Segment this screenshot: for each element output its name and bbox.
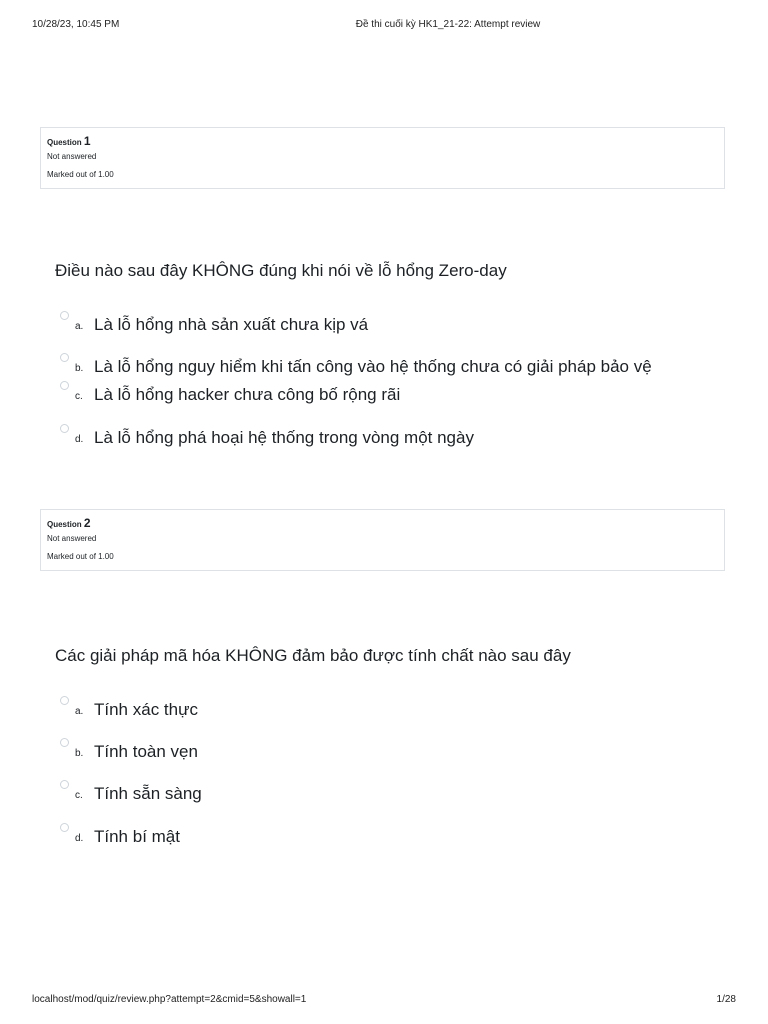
question-number-value: 1 xyxy=(83,134,91,148)
answer-letter: c. xyxy=(75,391,83,402)
radio-button[interactable] xyxy=(60,381,69,390)
question-2-info xyxy=(40,509,725,571)
answer-letter: a. xyxy=(75,706,84,717)
answer-text: Tính sẵn sàng xyxy=(94,784,202,803)
radio-button[interactable] xyxy=(60,696,69,705)
radio-button[interactable] xyxy=(60,311,69,320)
radio-button[interactable] xyxy=(60,424,69,433)
question-1-info xyxy=(40,127,725,189)
print-header xyxy=(0,19,768,31)
question-number xyxy=(47,517,718,531)
question-state: Not answered xyxy=(47,152,97,161)
answer-text: Tính toàn vẹn xyxy=(94,742,198,761)
question-grade: Marked out of 1.00 xyxy=(47,170,114,179)
answer-letter: d. xyxy=(75,434,84,445)
answer-text: Tính xác thực xyxy=(94,700,198,719)
answer-text: Là lỗ hổng nguy hiểm khi tấn công vào hệ thống chưa có giải pháp bảo vệ xyxy=(94,357,652,376)
document-title: Đề thi cuối kỳ HK1_21-22: Attempt review xyxy=(355,19,541,30)
question-number xyxy=(47,135,718,149)
question-grade: Marked out of 1.00 xyxy=(47,552,114,561)
answer-letter: b. xyxy=(75,363,84,374)
question-state: Not answered xyxy=(47,534,97,543)
question-1-text: Điều nào sau đây KHÔNG đúng khi nói về lỗ hổng Zero-day xyxy=(55,261,507,280)
answer-letter: b. xyxy=(75,748,84,759)
page-url: localhost/mod/quiz/review.php?attempt=2&cmid=5&showall=1 xyxy=(32,994,307,1005)
answer-letter: c. xyxy=(75,790,83,801)
page-number: 1/28 xyxy=(716,994,736,1005)
question-label: Question xyxy=(47,138,82,147)
answer-text: Là lỗ hổng nhà sản xuất chưa kịp vá xyxy=(94,315,369,334)
radio-button[interactable] xyxy=(60,823,69,832)
radio-button[interactable] xyxy=(60,780,69,789)
answer-text: Tính bí mật xyxy=(94,827,180,846)
answer-text: Là lỗ hổng hacker chưa công bố rộng rãi xyxy=(94,385,401,404)
answer-letter: d. xyxy=(75,833,84,844)
answer-text: Là lỗ hổng phá hoại hệ thống trong vòng một ngày xyxy=(94,428,474,447)
radio-button[interactable] xyxy=(60,353,69,362)
question-2-text: Các giải pháp mã hóa KHÔNG đảm bảo được tính chất nào sau đây xyxy=(55,646,571,665)
radio-button[interactable] xyxy=(60,738,69,747)
question-number-value: 2 xyxy=(83,516,91,530)
answer-letter: a. xyxy=(75,321,84,332)
question-label: Question xyxy=(47,520,82,529)
print-datetime: 10/28/23, 10:45 PM xyxy=(32,19,120,30)
